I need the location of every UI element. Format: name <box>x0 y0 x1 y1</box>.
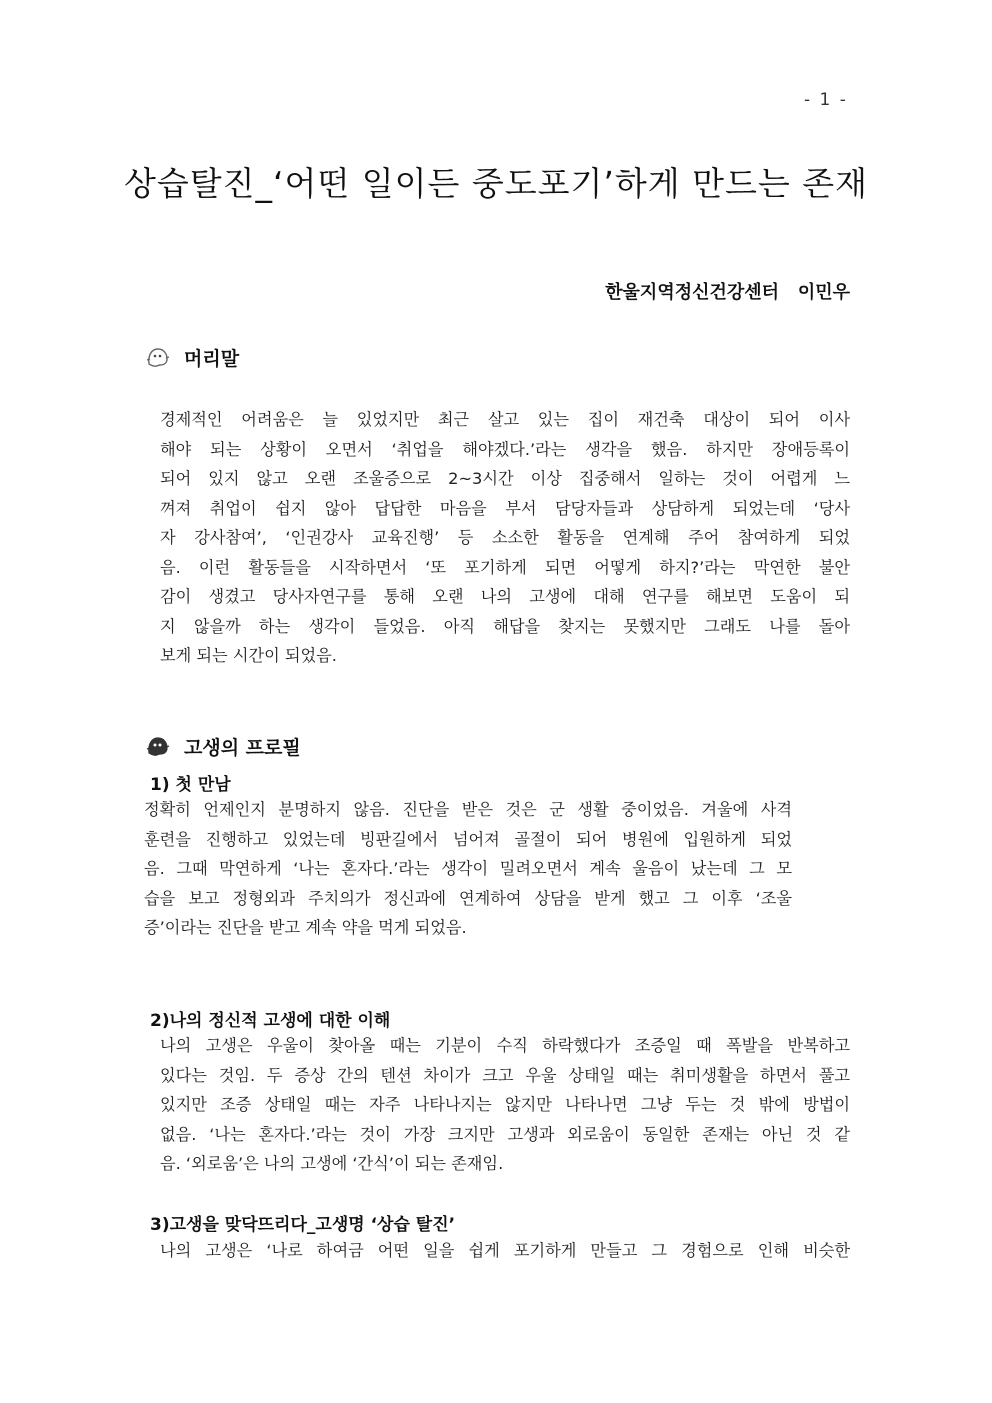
text-line: 나의 고생은 ‘나로 하여금 어떤 일을 쉽게 포기하게 만들고 그 경험으로 인해 비슷한 <box>160 1241 850 1260</box>
text-line: 되어 있지 않고 오랜 조울증으로 2~3시간 이상 집중해서 일하는 것이 어렵게 느 <box>160 469 850 488</box>
text-line: 음. 이런 활동들을 시작하면서 ‘또 포기하게 되면 어떻게 하지?’라는 막연한 불안 <box>160 557 850 577</box>
text-line: 지 않을까 하는 생각이 들었음. 아직 해답을 찾지는 못했지만 그래도 나를 돌아 <box>160 616 850 636</box>
text-line: 보게 되는 시간이 되었음. <box>160 646 337 665</box>
page-number: - 1 - <box>804 90 848 110</box>
text-line: 나의 고생은 우울이 찾아올 때는 기분이 수직 하락했다가 조증일 때 폭발을 반복하고 <box>160 1036 850 1055</box>
subheading-understanding: 2)나의 정신적 고생에 대한 이해 <box>150 1011 391 1031</box>
ghost-outline-icon <box>146 346 170 368</box>
text-line: 음. 그때 막연하게 ‘나는 혼자다.’라는 생각이 밀려오면서 계속 울음이 났는데 그 모 <box>144 859 792 878</box>
text-line: 있지만 조증 상태일 때는 자주 나타나지는 않지만 나타나면 그냥 두는 것 밖에 방법이 <box>160 1095 850 1114</box>
first-meeting-paragraph <box>144 795 792 943</box>
text-line: 음. ‘외로움’은 나의 고생에 ‘간식’이 되는 존재임. <box>160 1154 504 1173</box>
ghost-filled-icon <box>146 735 170 757</box>
naming-paragraph <box>160 1236 850 1266</box>
text-line: 자 강사참여’, ‘인권강사 교육진행’ 등 소소한 활동을 연계해 주어 참여하게 되었 <box>160 528 850 547</box>
section-heading-label: 고생의 프로필 <box>184 736 301 759</box>
section-heading-label: 머리말 <box>184 347 240 370</box>
text-line: 껴져 취업이 쉽지 않아 답답한 마음을 부서 담당자들과 상담하게 되었는데 ‘당사 <box>160 498 850 518</box>
text-line: 있다는 것임. 두 증상 간의 텐션 차이가 크고 우울 상태일 때는 취미생활을 하면서 풀고 <box>160 1065 850 1085</box>
text-line: 정확히 언제인지 분명하지 않음. 진단을 받은 것은 군 생활 중이었음. 겨울에 사격 <box>144 800 792 819</box>
section-heading-profile <box>146 730 301 762</box>
text-line: 증’이라는 진단을 받고 계속 약을 먹게 되었음. <box>144 918 467 937</box>
document-title: 상습탈진_‘어떤 일이든 중도포기’하게 만드는 존재 <box>124 164 868 203</box>
text-line: 습을 보고 정형외과 주치의가 정신과에 연계하여 상담을 받게 했고 그 이후 ‘조울 <box>144 888 792 908</box>
understanding-paragraph <box>160 1031 850 1179</box>
text-line: 없음. ‘나는 혼자다.’라는 것이 가장 크지만 고생과 외로움이 동일한 존재는 아닌 것 같 <box>160 1124 850 1144</box>
subheading-first-meeting: 1) 첫 만남 <box>150 775 231 795</box>
subheading-naming: 3)고생을 맞닥뜨리다_고생명 ‘상습 탈진’ <box>150 1215 456 1235</box>
text-line: 해야 되는 상황이 오면서 ‘취업을 해야겠다.’라는 생각을 했음. 하지만 장애등록이 <box>160 439 850 459</box>
text-line: 감이 생겼고 당사자연구를 통해 오랜 나의 고생에 대해 연구를 해보면 도움이 되 <box>160 587 850 606</box>
intro-paragraph <box>160 405 850 671</box>
author-line: 한울지역정신건강센터 이민우 <box>605 282 850 303</box>
text-line: 훈련을 진행하고 있었는데 빙판길에서 넘어져 골절이 되어 병원에 입원하게 되었 <box>144 829 792 849</box>
text-line: 경제적인 어려움은 늘 있었지만 최근 살고 있는 집이 재건축 대상이 되어 이사 <box>160 410 850 429</box>
section-heading-intro <box>146 341 239 373</box>
